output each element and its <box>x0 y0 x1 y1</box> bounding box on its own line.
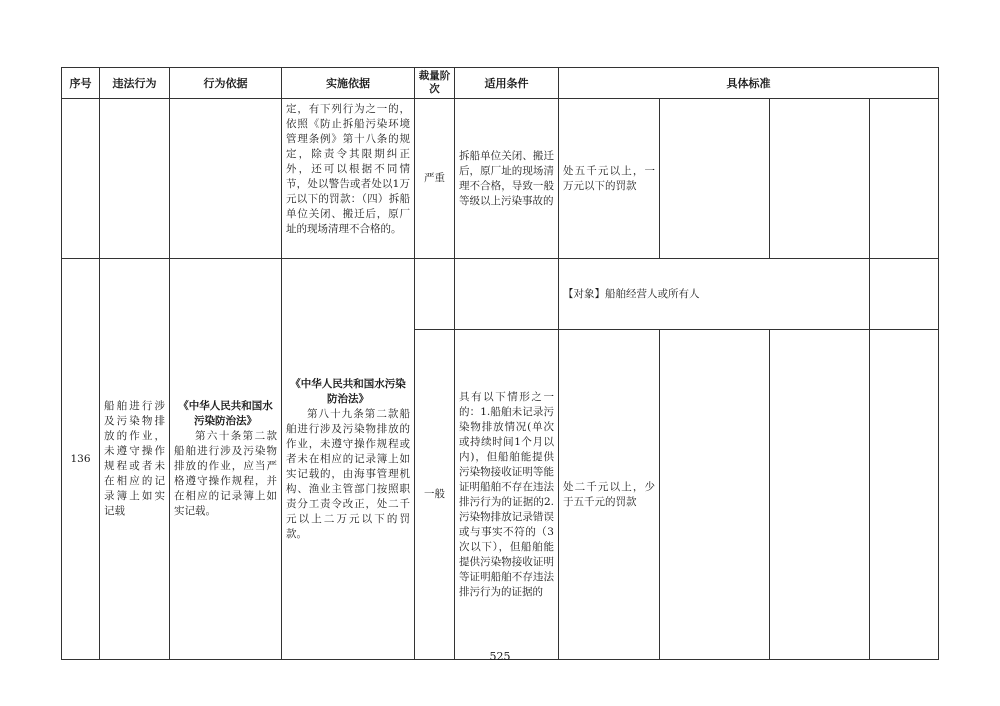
row136-condition-cell: 具有以下情形之一的：1.船舶未记录污染物排放情况(单次或持续时间1个月以内)，但船舶能提供污染物接收证明等能证明船舶不存在违法排污行为的证据的2.污染物排放记录错误或与事实不符的（3次以下），但船舶能提供污染物接收证明等证明船舶不存违法排污行为的证据的 <box>455 330 559 660</box>
row136-level-cell: 一般 <box>415 330 455 660</box>
row136-behavior-cell: 船舶进行涉及污染物排放的作业，未遵守操作规程或者未在相应的记录簿上如实记载 <box>100 259 170 660</box>
prev-standard-empty-1 <box>660 99 770 259</box>
row136-object-condition-empty <box>455 259 559 330</box>
row136-standard-cell: 处二千元以上，少于五千元的罚款 <box>559 330 660 660</box>
row136-no-cell: 136 <box>62 259 100 660</box>
prev-condition-cell: 拆船单位关闭、搬迁后，原厂址的现场清理不合格，导致一般等级以上污染事故的 <box>455 99 559 259</box>
header-row <box>62 68 939 99</box>
header-impl-basis: 实施依据 <box>282 68 415 99</box>
prev-standard-empty-3 <box>870 99 939 259</box>
page-number: 525 <box>489 650 511 663</box>
prev-act-cell <box>170 99 282 259</box>
row136-standard-empty-3 <box>870 330 939 660</box>
prev-basis-cell: 定，有下列行为之一的，依照《防止拆船污染环境管理条例》第十八条的规定，除责令其限期纠正外，还可以根据不同情节，处以警告或者处以1万元以下的罚款：（四）拆船单位关闭、搬迁后，原厂址的现场清理不合格的。 <box>282 99 415 259</box>
row136-act-law-title: 《中华人民共和国水污染防治法》 <box>178 400 273 427</box>
row136-object-empty <box>870 259 939 330</box>
header-act-basis: 行为依据 <box>170 68 282 99</box>
penalty-standard-table <box>61 67 939 660</box>
header-no: 序号 <box>62 68 100 99</box>
row136-impl-law-title: 《中华人民共和国水污染防治法》 <box>290 377 406 405</box>
prev-behavior-cell <box>100 99 170 259</box>
row136-impl-text: 第八十九条第二款船舶进行涉及污染物排放的作业，未遵守操作规程或者未在相应的记录簿上如实记载的，由海事管理机构、渔业主管部门按照职责分工责令改正，处二千元以上二万元以下的罚款。 <box>286 407 410 540</box>
row136-act-cell <box>170 259 282 660</box>
header-condition: 适用条件 <box>455 68 559 99</box>
row136-impl-cell <box>282 259 415 660</box>
row136-standard-empty-1 <box>660 330 770 660</box>
prev-level-cell: 严重 <box>415 99 455 259</box>
header-standard: 具体标准 <box>559 68 939 99</box>
prev-standard-empty-2 <box>770 99 870 259</box>
prev-no-cell <box>62 99 100 259</box>
prev-standard-cell: 处五千元以上，一万元以下的罚款 <box>559 99 660 259</box>
row136-standard-empty-2 <box>770 330 870 660</box>
table-row-prev <box>62 99 939 259</box>
header-level: 裁量阶次 <box>415 68 455 99</box>
header-behavior: 违法行为 <box>100 68 170 99</box>
row136-act-text: 第六十条第二款船舶进行涉及污染物排放的作业，应当严格遵守操作规程，并在相应的记录簿上如实记载。 <box>174 430 277 517</box>
row136-object-cell: 【对象】船舶经营人或所有人 <box>559 259 870 330</box>
row136-object-level-empty <box>415 259 455 330</box>
table-row-136-object <box>62 259 939 330</box>
